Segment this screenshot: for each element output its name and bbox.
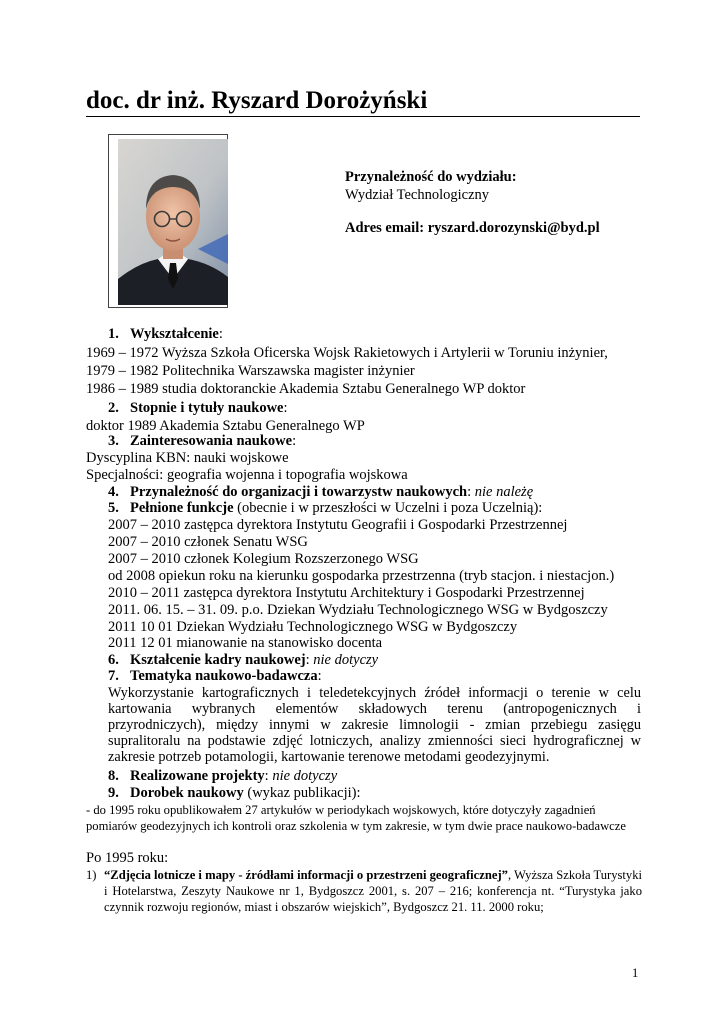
education-line: 1986 – 1989 studia doktoranckie Akademia Sztabu Generalnego WP doktor [86, 381, 526, 397]
portrait-photo [118, 139, 228, 305]
faculty-label: Przynależność do wydziału: [345, 169, 517, 185]
degrees-line: doktor 1989 Akademia Sztabu Generalnego WP [86, 418, 365, 434]
page-number: 1 [632, 966, 639, 980]
section-degrees-heading: 2. Stopnie i tytuły naukowe: [108, 400, 288, 416]
section-staff-training-heading: 6. Kształcenie kadry naukowej: nie dotyczy [108, 652, 379, 668]
function-line: od 2008 opiekun roku na kierunku gospodarka przestrzenna (tryb stacjon. i niestacjon.) [108, 568, 615, 584]
interests-line: Dyscyplina KBN: nauki wojskowe [86, 450, 289, 466]
email-label: Adres email: [345, 220, 425, 236]
interests-line: Specjalności: geografia wojenna i topografia wojskowa [86, 467, 408, 483]
research-description: Wykorzystanie kartograficznych i teledetekcyjnych źródeł informacji o terenie w celu kartowania wybranych elementów składowych terenu (antropogenicznych i przyrodniczych), między innymi w zakresie limnologii - zmian przebiegu zasięgu supralitoralu na podstawie zdjęć lotniczych, analizy zmienności sieci hydrograficznej w zakresie potrzeb potamologii, kartowanie terenowe metodami geodezyjnymi. [108, 685, 641, 765]
section-functions-heading: 5. Pełnione funkcje (obecnie i w przeszłości w Uczelni i poza Uczelnią): [108, 500, 543, 516]
education-line: 1979 – 1982 Politechnika Warszawska magister inżynier [86, 363, 415, 379]
section-projects-heading: 8. Realizowane projekty: nie dotyczy [108, 768, 338, 784]
staff-training-value: nie dotyczy [313, 652, 379, 668]
publication-item [86, 867, 642, 915]
function-line: 2007 – 2010 członek Senatu WSG [108, 534, 308, 550]
function-line: 2007 – 2010 członek Kolegium Rozszerzonego WSG [108, 551, 419, 567]
section-publications-heading: 9. Dorobek naukowy (wykaz publikacji): [108, 785, 361, 801]
function-line: 2011. 06. 15. – 31. 09. p.o. Dziekan Wydziału Technologicznego WSG w Bydgoszczy [108, 602, 608, 618]
publication-details: , Wyższa Szkoła Turystyki i Hotelarstwa, Zeszyty Naukowe nr 1, Bydgoszcz 2001, s. 207 – 216; konferencja nt. “Turystyka jako czynnik rozwoju regionów, miast i obszarów wiejskich”, Bydgoszcz 21. 11. 2000 roku; [104, 868, 642, 914]
email-value: ryszard.dorozynski@byd.pl [427, 220, 600, 236]
function-line: 2007 – 2010 zastępca dyrektora Instytutu Geografii i Gospodarki Przestrzennej [108, 517, 568, 533]
title-underline [86, 116, 640, 117]
publication-title: “Zdjęcia lotnicze i mapy - źródłami informacji o przestrzeni geograficznej” [104, 868, 508, 882]
organizations-value: nie należę [474, 484, 534, 500]
publication-number: 1) [86, 868, 97, 882]
section-education-heading: 1. Wykształcenie: [108, 326, 223, 342]
email-line [345, 219, 600, 237]
education-line: 1969 – 1972 Wyższa Szkoła Oficerska Wojsk Rakietowych i Artylerii w Toruniu inżynier, [86, 345, 608, 361]
page-title: doc. dr inż. Ryszard Dorożyński [86, 87, 428, 114]
section-organizations-heading: 4. Przynależność do organizacji i towarzystw naukowych: nie należę [108, 484, 534, 500]
section-interests-heading: 3. Zainteresowania naukowe: [108, 433, 297, 449]
publication-text [104, 867, 642, 915]
faculty-value: Wydział Technologiczny [345, 187, 490, 203]
portrait-frame [108, 134, 228, 308]
projects-value: nie dotyczy [272, 768, 338, 784]
section-research-heading: 7. Tematyka naukowo-badawcza: [108, 668, 322, 684]
publications-after-1995: Po 1995 roku: [86, 850, 169, 866]
function-line: 2010 – 2011 zastępca dyrektora Instytutu Architektury i Gospodarki Przestrzennej [108, 585, 585, 601]
publications-intro: - do 1995 roku opublikowałem 27 artykułów w periodykach wojskowych, które dotyczyły zagadnień pomiarów geodezyjnych ich kontroli oraz szkolenia w tym zakresie, w tym dwie prace naukowo-badawcze [86, 803, 626, 833]
function-line: 2011 12 01 mianowanie na stanowisko docenta [108, 635, 383, 651]
function-line: 2011 10 01 Dziekan Wydziału Technologicznego WSG w Bydgoszczy [108, 619, 518, 635]
